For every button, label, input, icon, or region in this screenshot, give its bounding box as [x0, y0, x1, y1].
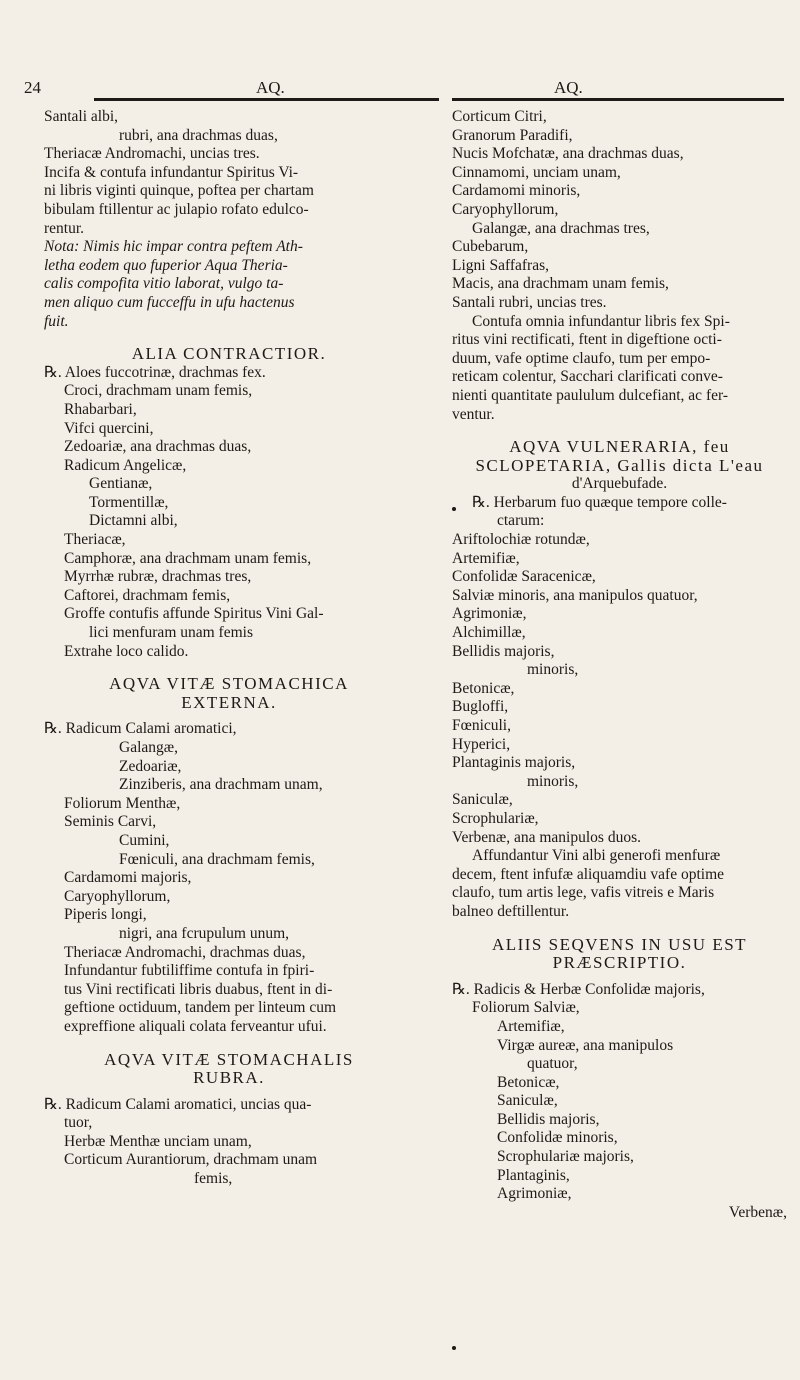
text-line: Hyperici,	[452, 735, 511, 753]
section-gap	[44, 712, 414, 720]
text-line: Theriacæ,	[64, 531, 126, 549]
section-gap	[44, 331, 414, 345]
text-line: Scrophulariæ majoris,	[497, 1148, 634, 1166]
text-line: Bugloffi,	[452, 698, 509, 716]
section-heading: AQVA VITÆ STOMACHICA	[109, 674, 349, 694]
text-line: tus Vini rectificati libris duabus, ftent in di-	[64, 980, 333, 998]
text-line: Foliorum Salviæ,	[472, 999, 580, 1017]
text-line: Verbenæ, ana manipulos duos.	[452, 828, 641, 846]
text-line: Zedoariæ,	[119, 757, 182, 775]
section-heading: AQVA VITÆ STOMACHALIS	[104, 1049, 354, 1069]
text-line: Santali rubri, uncias tres.	[452, 293, 607, 311]
text-line: Betonicæ,	[452, 679, 515, 697]
text-line: Nucis Mofchatæ, ana drachmas duas,	[452, 145, 684, 163]
text-line: ℞. Aloes fuccotrinæ, drachmas fex.	[44, 363, 266, 381]
text-line: Contufa omnia infundantur libris fex Spi-	[472, 312, 730, 330]
text-line: Artemifiæ,	[452, 549, 520, 567]
text-line: Cardamomi majoris,	[64, 869, 192, 887]
text-line: Plantaginis majoris,	[452, 754, 576, 772]
text-line: Corticum Citri,	[452, 108, 547, 125]
text-line: ni libris viginti quinque, poftea per chartam	[44, 182, 314, 200]
text-line: Seminis Carvi,	[64, 813, 157, 831]
text-line: ventur.	[452, 405, 495, 423]
text-line: Croci, drachmam unam femis,	[64, 382, 253, 400]
text-line: Incifa & contufa infundantur Spiritus Vi-	[44, 163, 299, 181]
text-line: Fœniculi,	[452, 717, 511, 734]
text-line: Cumini,	[119, 831, 170, 849]
text-line: Tormentillæ,	[89, 493, 169, 511]
text-line: bibulam ftillentur ac julapio rofato edulco-	[44, 200, 309, 218]
text-line: Virgæ aureæ, ana manipulos	[497, 1036, 674, 1054]
text-line: Infundantur fubtiliffime contufa in fpiri-	[64, 962, 315, 980]
text-line: Nota: Nimis hic impar contra peftem Ath-	[44, 238, 303, 256]
text-line: Myrrhæ rubræ, drachmas tres,	[64, 568, 252, 586]
text-line: Piperis longi,	[64, 906, 147, 924]
text-line: Granorum Paradifi,	[452, 126, 573, 144]
text-line: Galangæ,	[119, 739, 178, 756]
text-line: reticam colentur, Sacchari clarificati conve-	[452, 368, 723, 386]
text-line: Rhabarbari,	[64, 400, 137, 418]
ink-dot	[452, 507, 456, 511]
section-gap	[452, 424, 787, 438]
text-line: Agrimoniæ,	[497, 1185, 572, 1203]
text-line: ctarum:	[497, 512, 545, 530]
text-line: Scrophulariæ,	[452, 809, 539, 827]
text-line: balneo deftillentur.	[452, 902, 570, 920]
text-line: rentur.	[44, 219, 85, 237]
text-line: nienti quantitate paululum dulcefiant, ac fer-	[452, 386, 728, 404]
text-line: Dictamni albi,	[89, 512, 178, 530]
text-line: Groffe contufis affunde Spiritus Vini Gal-	[64, 605, 324, 623]
section-gap	[44, 1088, 414, 1096]
text-line: Bellidis majoris,	[497, 1110, 600, 1128]
text-line: men aliquo cum fucceffu in ufu hactenus	[44, 293, 295, 311]
section-gap	[44, 1037, 414, 1051]
section-heading: AQVA VULNERARIA, feu	[509, 437, 730, 457]
text-line: Salviæ minoris, ana manipulos quatuor,	[452, 586, 698, 604]
text-line: Confolidæ Saracenicæ,	[452, 568, 596, 586]
text-line: Zinziberis, ana drachmam unam,	[119, 776, 323, 794]
text-line: Ligni Saffafras,	[452, 256, 549, 274]
text-line: Foliorum Menthæ,	[64, 794, 181, 812]
text-line: expreffione aliquali colata ferveantur ufui.	[64, 1017, 327, 1035]
right-running-head: AQ.	[554, 78, 583, 97]
text-line: Agrimoniæ,	[452, 605, 527, 623]
left-text-column	[44, 108, 414, 1189]
text-line: Confolidæ minoris,	[497, 1129, 618, 1147]
text-line: Camphoræ, ana drachmam unam femis,	[64, 549, 312, 567]
text-line: rubri, ana drachmas duas,	[119, 126, 278, 144]
text-line: Betonicæ,	[497, 1073, 560, 1091]
ink-dot	[452, 1346, 456, 1350]
section-gap	[44, 661, 414, 675]
text-line: Theriacæ Andromachi, uncias tres.	[44, 145, 260, 163]
text-line: tuor,	[64, 1114, 93, 1132]
text-line: minoris,	[527, 661, 579, 679]
text-line: ritus vini rectificati, ftent in digeftione octi-	[452, 331, 722, 349]
text-line: Theriacæ Andromachi, drachmas duas,	[64, 943, 306, 961]
text-line: ℞. Radicum Calami aromatici,	[44, 720, 237, 738]
text-line: lici menfuram unam femis	[89, 624, 253, 642]
text-line: ℞. Radicum Calami aromatici, uncias qua-	[44, 1095, 312, 1113]
text-line: Saniculæ,	[452, 791, 513, 809]
text-line: Radicum Angelicæ,	[64, 456, 187, 474]
running-header	[24, 78, 784, 100]
section-heading: ALIA CONTRACTIOR.	[131, 344, 327, 364]
text-line: Cubebarum,	[452, 238, 529, 256]
text-line: letha eodem quo fuperior Aqua Theria-	[44, 256, 288, 274]
text-line: Santali albi,	[44, 108, 119, 125]
text-line: Caryophyllorum,	[452, 200, 559, 218]
text-line: Macis, ana drachmam unam femis,	[452, 275, 669, 293]
text-line: nigri, ana fcrupulum unum,	[119, 924, 290, 942]
text-line: Verbenæ,	[728, 1203, 787, 1221]
text-line: Saniculæ,	[497, 1092, 558, 1110]
text-line: Vifci quercini,	[64, 419, 154, 437]
text-line: Caftorei, drachmam femis,	[64, 586, 231, 604]
text-line: Plantaginis,	[497, 1166, 570, 1184]
text-line: Corticum Aurantiorum, drachmam unam	[64, 1151, 318, 1169]
text-line: d'Arquebufade.	[571, 475, 668, 493]
text-line: decem, ftent infufæ aliquamdiu vafe optime	[452, 865, 725, 883]
text-line: ℞. Radicis & Herbæ Confolidæ majoris,	[452, 980, 705, 998]
left-running-head: AQ.	[256, 78, 285, 97]
text-line: Artemifiæ,	[497, 1017, 565, 1035]
section-heading: RUBRA.	[193, 1068, 265, 1088]
text-line: minoris,	[527, 772, 579, 790]
text-line: Affundantur Vini albi generofi menfuræ	[472, 847, 721, 865]
text-line: fuit.	[44, 312, 69, 330]
section-heading: EXTERNA.	[181, 692, 277, 712]
section-heading: SCLOPETARIA, Gallis dicta L'eau	[475, 455, 764, 475]
right-text-column	[452, 108, 787, 1222]
text-line: quatuor,	[527, 1055, 578, 1073]
text-line: Gentianæ,	[89, 475, 153, 493]
text-line: Galangæ, ana drachmas tres,	[472, 219, 650, 237]
text-line: Ariftolochiæ rotundæ,	[452, 531, 590, 549]
section-gap	[452, 973, 787, 981]
section-heading: PRÆSCRIPTIO.	[552, 953, 687, 973]
header-rule-right	[452, 98, 784, 101]
text-line: claufo, tum artis lege, vafis vitreis e Maris	[452, 884, 715, 902]
text-line: Bellidis majoris,	[452, 642, 555, 660]
section-heading: ALIIS SEQVENS IN USU EST	[491, 934, 748, 954]
text-line: geftione octiduum, tandem per linteum cum	[64, 999, 337, 1017]
text-line: Caryophyllorum,	[64, 887, 171, 905]
text-line: Cinnamomi, unciam unam,	[452, 163, 621, 181]
text-line: Extrahe loco calido.	[64, 642, 189, 660]
text-line: Cardamomi minoris,	[452, 182, 581, 200]
text-line: ℞. Herbarum fuo quæque tempore colle-	[472, 493, 727, 511]
text-line: Fœniculi, ana drachmam femis,	[119, 850, 315, 868]
page-number: 24	[24, 78, 41, 97]
text-line: Zedoariæ, ana drachmas duas,	[64, 438, 252, 456]
text-line: calis compofita vitio laborat, vulgo ta-	[44, 275, 284, 293]
text-line: Herbæ Menthæ unciam unam,	[64, 1132, 252, 1150]
section-gap	[452, 922, 787, 936]
text-line: duum, vafe optime claufo, tum per empo-	[452, 349, 711, 367]
text-line: Alchimillæ,	[452, 624, 526, 642]
header-rule-left	[94, 98, 439, 101]
text-line: femis,	[194, 1170, 233, 1188]
